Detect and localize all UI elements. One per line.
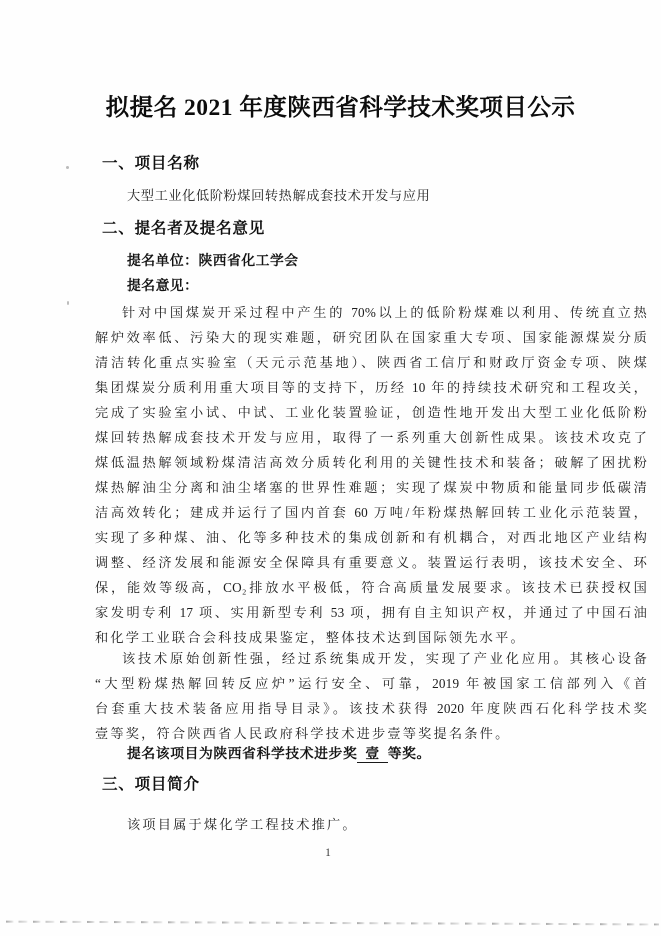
- section3-body: 该项目属于煤化学工程技术推广。: [127, 817, 358, 832]
- section1-heading: 一、项目名称: [102, 155, 200, 172]
- scan-artifact-speck: [66, 166, 69, 169]
- opinion-line: 台套重大技术装备应用指导目录》。该技术获得 2020 年度陕西石化科学技术奖: [95, 701, 647, 716]
- section2-heading: 二、提名者及提名意见: [102, 220, 266, 237]
- opinion-paragraph-1: [95, 300, 647, 650]
- opinion-line: 保，能效等级高，CO₂排放水平极低，符合高质量发展要求。该技术已获授权国: [95, 580, 647, 595]
- opinion-line: 壹等奖，符合陕西省人民政府科学技术进步壹等奖提名条件。: [95, 726, 511, 741]
- opinion-line: 实现了多种煤、油、化等多种技术的集成创新和有机耦合，对西北地区产业结构: [95, 530, 647, 545]
- opinion-line: 煤回转热解成套技术开发与应用，取得了一系列重大创新性成果。该技术攻克了: [95, 430, 647, 445]
- opinion-line: 完成了实验室小试、中试、工业化装置验证，创造性地开发出大型工业化低阶粉: [95, 405, 647, 420]
- opinion-label: 提名意见：: [127, 278, 199, 293]
- opinion-line: 集团煤炭分质利用重大项目等的支持下，历经 10 年的持续技术研究和工程攻关，: [95, 380, 647, 395]
- nomination-grade-line: [127, 745, 431, 763]
- opinion-paragraph-2: [95, 646, 647, 746]
- nomination-prefix: 提名该项目为陕西省科学技术进步奖: [127, 746, 358, 761]
- section3-heading: 三、项目简介: [102, 776, 200, 793]
- page-number: 1: [325, 847, 331, 859]
- nomination-suffix: 等奖。: [387, 746, 431, 761]
- opinion-line: 该技术原始创新性强，经过系统集成开发，实现了产业化应用。其核心设备: [122, 651, 647, 666]
- opinion-line: 煤热解油尘分离和油尘堵塞的世界性难题；实现了煤炭中物质和能量同步低碳清: [95, 480, 647, 495]
- opinion-line: 家发明专利 17 项、实用新型专利 53 项，拥有自主知识产权，并通过了中国石油: [95, 605, 647, 620]
- opinion-line: 和化学工业联合会科技成果鉴定，整体技术达到国际领先水平。: [95, 630, 526, 645]
- opinion-line: 煤低温热解领域粉煤清洁高效分质转化利用的关键性技术和装备；破解了困扰粉: [95, 455, 647, 470]
- opinion-line: 调整、经济发展和能源安全保障具有重要意义。装置运行表明，该技术安全、环: [95, 555, 647, 570]
- opinion-line: “大型粉煤热解回转反应炉”运行安全、可靠，2019 年被国家工信部列入《首: [95, 676, 647, 691]
- opinion-line: 针对中国煤炭开采过程中产生的 70%以上的低阶粉煤难以利用、传统直立热: [122, 305, 647, 320]
- scan-artifact-line: [6, 921, 659, 926]
- nominator-unit: 提名单位：陕西省化工学会: [127, 253, 299, 268]
- opinion-line: 解炉效率低、污染大的现实难题，研究团队在国家重大专项、国家能源煤炭分质: [95, 330, 647, 345]
- opinion-line: 洁高效转化；建成并运行了国内首套 60 万吨/年粉煤热解回转工业化示范装置，: [95, 505, 647, 520]
- nomination-grade: 壹: [357, 745, 387, 763]
- document-title: 拟提名 2021 年度陕西省科学技术奖项目公示: [105, 95, 576, 121]
- scan-artifact-speck: [67, 301, 69, 305]
- opinion-line: 清洁转化重点实验室（天元示范基地）、陕西省工信厅和财政厅资金专项、陕煤: [95, 355, 647, 370]
- project-name: 大型工业化低阶粉煤回转热解成套技术开发与应用: [127, 188, 431, 203]
